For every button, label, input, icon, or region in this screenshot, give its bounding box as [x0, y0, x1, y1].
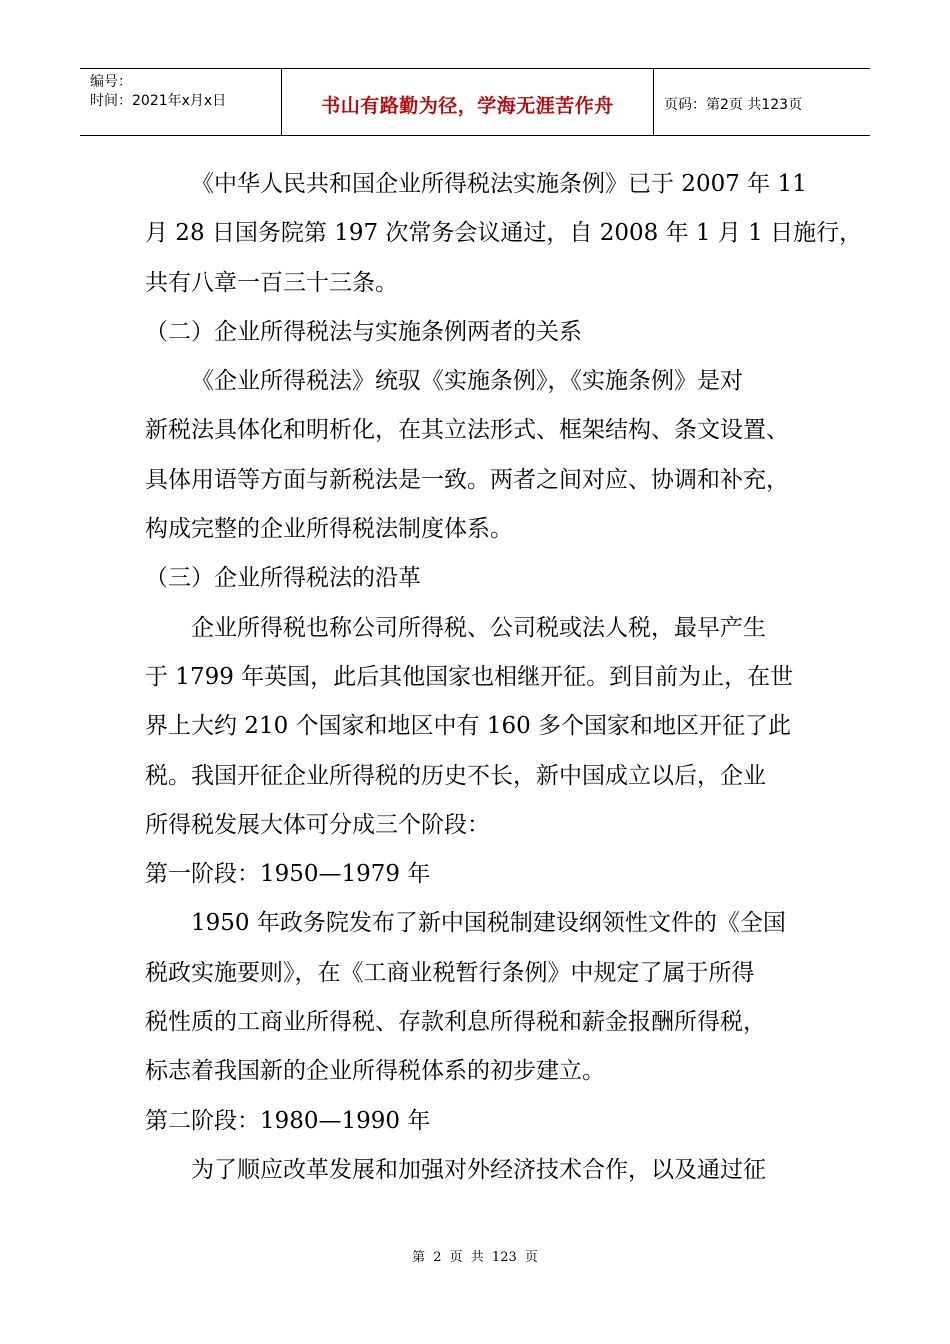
- paragraph-line: 1950 年政务院发布了新中国税制建设纲领性文件的《全国: [191, 910, 786, 937]
- paragraph-line: 于 1799 年英国，此后其他国家也相继开征。到目前为止，在世: [145, 663, 794, 690]
- paragraph-line: 具体用语等方面与新税法是一致。两者之间对应、协调和补充，: [145, 466, 789, 493]
- paragraph-line: 界上大约 210 个国家和地区中有 160 多个国家和地区开征了此: [145, 713, 792, 740]
- paragraph-line: 《企业所得税法》统驭《实施条例》，《实施条例》是对: [191, 368, 743, 395]
- paragraph-line: 税性质的工商业所得税、存款利息所得税和薪金报酬所得税，: [145, 1009, 766, 1036]
- paragraph-line: 新税法具体化和明析化，在其立法形式、框架结构、条文设置、: [145, 417, 789, 444]
- document-body: [145, 160, 863, 1195]
- stage-heading: 第一阶段：1950—1979 年: [145, 861, 431, 888]
- section-heading: （二）企业所得税法与实施条例两者的关系: [145, 318, 582, 345]
- paragraph-line: 构成完整的企业所得税法制度体系。: [145, 516, 513, 543]
- paragraph-line: 税政实施要则》，在《工商业税暂行条例》中规定了属于所得: [145, 959, 755, 986]
- header-page-info-cell: [654, 69, 870, 135]
- document-header: [80, 68, 870, 136]
- header-motto: 书山有路勤为径，学海无涯苦作舟: [321, 94, 614, 117]
- paragraph-line: 月 28 日国务院第 197 次常务会议通过，自 2008 年 1 月 1 日施行，: [145, 220, 863, 247]
- paragraph-line: 标志着我国新的企业所得税体系的初步建立。: [145, 1058, 605, 1085]
- paragraph-line: 所得税发展大体可分成三个阶段：: [145, 811, 490, 838]
- section-heading: （三）企业所得税法的沿革: [145, 565, 421, 592]
- paragraph-line: 为了顺应改革发展和加强对外经济技术合作，以及通过征: [191, 1156, 766, 1183]
- paragraph-line: 共有八章一百三十三条。: [145, 269, 398, 296]
- paragraph-line: 《中华人民共和国企业所得税法实施条例》已于 2007 年 11: [191, 171, 807, 197]
- header-meta: [80, 69, 282, 135]
- header-motto-cell: [282, 69, 654, 135]
- document-time-label: 时间：2021年x月x日: [90, 93, 227, 109]
- page-footer: 第 2 页 共 123 页: [412, 1250, 538, 1265]
- stage-heading: 第二阶段：1980—1990 年: [145, 1107, 431, 1134]
- paragraph-line: 税。我国开征企业所得税的历史不长，新中国成立以后，企业: [145, 762, 766, 789]
- paragraph-line: 企业所得税也称公司所得税、公司税或法人税，最早产生: [191, 614, 766, 641]
- document-number-label: 编号：: [90, 74, 132, 90]
- header-page-info: 页码：第2页 共123页: [664, 97, 803, 113]
